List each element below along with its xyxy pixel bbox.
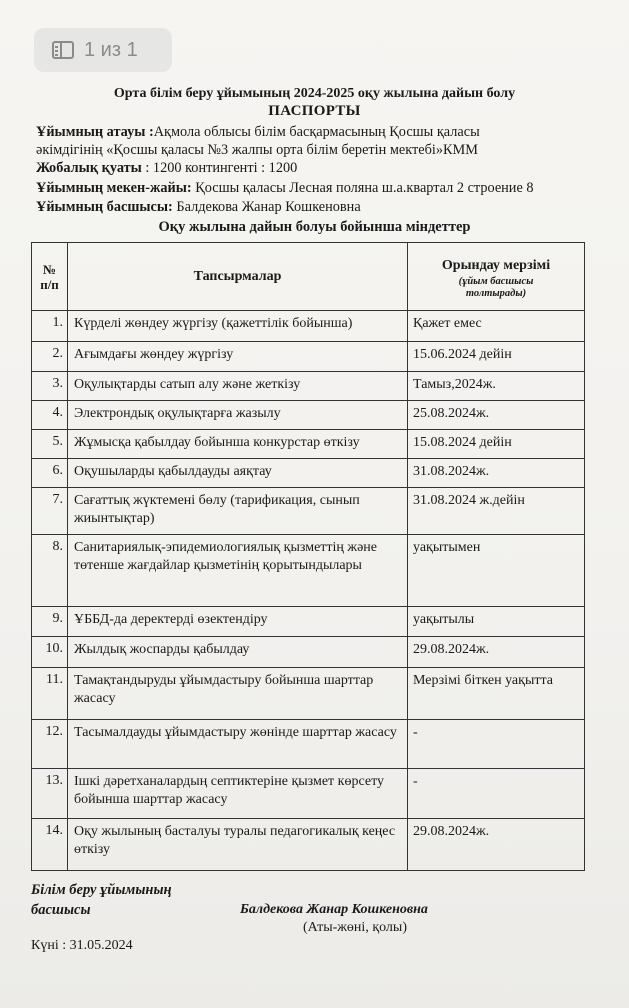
org-name-value: Ақмола облысы білім басқармасының Қосшы қаласы bbox=[153, 124, 480, 140]
capacity-line bbox=[36, 160, 616, 177]
row-task: Жылдық жоспарды қабылдау bbox=[68, 637, 408, 668]
document-heading: Орта білім беру ұйымының 2024-2025 оқу жылына дайын болу bbox=[113, 86, 516, 101]
row-date: - bbox=[408, 769, 585, 819]
head-value: Балдекова Жанар Кошкеновна bbox=[176, 199, 361, 215]
row-task: Күрделі жөндеу жүргізу (қажеттілік бойынша) bbox=[68, 311, 408, 342]
row-num: 5. bbox=[32, 430, 68, 459]
row-date: 25.08.2024ж. bbox=[408, 401, 585, 430]
table-row bbox=[32, 401, 585, 430]
row-num: 8. bbox=[32, 535, 68, 607]
row-task: Санитариялық-эпидемиологиялық қызметтің және төтенше жағдайлар қызметінің қорытындылары bbox=[68, 535, 408, 607]
row-num: 3. bbox=[32, 372, 68, 401]
address-label: Ұйымның мекен-жайы: bbox=[36, 180, 192, 196]
row-task: Тамақтандыруды ұйымдастыру бойынша шарттар жасасу bbox=[68, 668, 408, 720]
row-task: Тасымалдауды ұйымдастыру жөнінде шарттар жасасу bbox=[68, 720, 408, 769]
table-row bbox=[32, 488, 585, 535]
table-title: Оқу жылына дайын болуы бойынша міндеттер bbox=[158, 219, 471, 235]
table-row bbox=[32, 459, 585, 488]
row-task: Оқу жылының басталуы туралы педагогикалық кеңес өткізу bbox=[68, 819, 408, 871]
row-date: 29.08.2024ж. bbox=[408, 637, 585, 668]
row-task: Жұмысқа қабылдау бойынша конкурстар өткізу bbox=[68, 430, 408, 459]
col-header-date-note bbox=[408, 276, 584, 300]
table-row bbox=[32, 819, 585, 871]
row-date: 31.08.2024ж. bbox=[408, 459, 585, 488]
col-header-date-note-line1: (ұйым басшысы bbox=[458, 275, 534, 287]
page-counter-label: 1 из 1 bbox=[84, 38, 138, 61]
table-row bbox=[32, 430, 585, 459]
col-header-num-line1: № bbox=[42, 261, 57, 277]
row-date: 15.08.2024 дейін bbox=[408, 430, 585, 459]
capacity-value: : 1200 контингенті : 1200 bbox=[145, 160, 298, 176]
head-line bbox=[36, 199, 616, 216]
row-num: 1. bbox=[32, 311, 68, 342]
table-row bbox=[32, 607, 585, 637]
address-value: Қосшы қаласы Лесная поляна ш.а.квартал 2 строение 8 bbox=[195, 180, 534, 196]
document-date: Күні : 31.05.2024 bbox=[31, 938, 133, 953]
sidebar-pages-icon[interactable] bbox=[52, 41, 74, 59]
row-task: Сағаттық жүктемені бөлу (тарификация, сынып жиынтықтар) bbox=[68, 488, 408, 535]
page-counter[interactable] bbox=[34, 28, 172, 72]
row-task: Ішкі дәретханалардың септиктеріне қызмет көрсету бойынша шарттар жасасу bbox=[68, 769, 408, 819]
row-num: 12. bbox=[32, 720, 68, 769]
table-header-row bbox=[32, 243, 585, 311]
row-task: Ағымдағы жөндеу жүргізу bbox=[68, 342, 408, 372]
capacity-label: Жобалық қуаты bbox=[36, 160, 142, 176]
row-task: Оқулықтарды сатып алу және жеткізу bbox=[68, 372, 408, 401]
col-header-task: Тапсырмалар bbox=[68, 243, 408, 311]
row-task: Электрондық оқулықтарға жазылу bbox=[68, 401, 408, 430]
org-name-line-2: әкімдігінің «Қосшы қаласы №3 жалпы орта білім беретін мектебі»КММ bbox=[36, 142, 478, 158]
footer-head-title-line1: Білім беру ұйымының bbox=[31, 882, 172, 898]
table-row bbox=[32, 342, 585, 372]
col-header-date-note-line2: толтырады) bbox=[465, 287, 527, 299]
table-row bbox=[32, 535, 585, 607]
row-date: - bbox=[408, 720, 585, 769]
row-num: 14. bbox=[32, 819, 68, 871]
table-row bbox=[32, 372, 585, 401]
table-row bbox=[32, 311, 585, 342]
table-row bbox=[32, 668, 585, 720]
col-header-date bbox=[408, 243, 585, 311]
table-row bbox=[32, 769, 585, 819]
row-date: Тамыз,2024ж. bbox=[408, 372, 585, 401]
col-header-num-line2: п/п bbox=[40, 276, 59, 292]
table-row bbox=[32, 637, 585, 668]
row-date: уақытылы bbox=[408, 607, 585, 637]
row-date: Қажет емес bbox=[408, 311, 585, 342]
row-task: Оқушыларды қабылдауды аяқтау bbox=[68, 459, 408, 488]
col-header-num bbox=[32, 243, 68, 311]
row-task: ҰББД-да деректерді өзектендіру bbox=[68, 607, 408, 637]
org-name-line bbox=[36, 124, 616, 141]
row-num: 9. bbox=[32, 607, 68, 637]
row-num: 6. bbox=[32, 459, 68, 488]
tasks-table bbox=[31, 242, 585, 871]
table-row bbox=[32, 720, 585, 769]
row-date: Мерзімі біткен уақытта bbox=[408, 668, 585, 720]
head-label: Ұйымның басшысы: bbox=[36, 199, 173, 215]
row-num: 7. bbox=[32, 488, 68, 535]
row-date: уақытымен bbox=[408, 535, 585, 607]
footer-head-title bbox=[31, 880, 172, 920]
row-num: 4. bbox=[32, 401, 68, 430]
row-num: 11. bbox=[32, 668, 68, 720]
footer-head-title-line2: басшысы bbox=[31, 902, 91, 918]
row-date: 31.08.2024 ж.дейін bbox=[408, 488, 585, 535]
row-date: 29.08.2024ж. bbox=[408, 819, 585, 871]
signature-caption: (Аты-жөні, қолы) bbox=[303, 920, 407, 935]
address-line bbox=[36, 180, 616, 197]
row-num: 2. bbox=[32, 342, 68, 372]
row-date: 15.06.2024 дейін bbox=[408, 342, 585, 372]
col-header-date-label: Орындау мерзімі bbox=[441, 257, 551, 273]
document-title: ПАСПОРТЫ bbox=[268, 103, 361, 119]
org-name-label: Ұйымның атауы : bbox=[36, 124, 154, 140]
row-num: 10. bbox=[32, 637, 68, 668]
footer-head-name: Балдекова Жанар Кошкеновна bbox=[240, 902, 428, 917]
row-num: 13. bbox=[32, 769, 68, 819]
